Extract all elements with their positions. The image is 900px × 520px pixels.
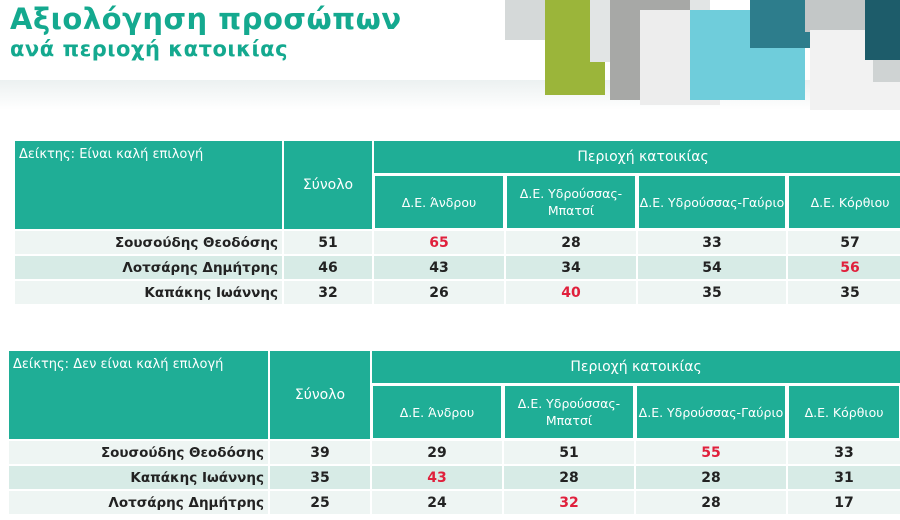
cell-value: 26 [374, 281, 504, 304]
page-title [10, 2, 402, 62]
cell-value: 17 [788, 491, 900, 514]
cell-value: 34 [506, 256, 636, 279]
total-value: 35 [270, 466, 370, 489]
person-name: Καπάκης Ιωάννης [9, 466, 268, 489]
cell-value: 54 [638, 256, 786, 279]
cell-value: 28 [504, 466, 634, 489]
table-row [15, 231, 900, 254]
cell-value: 43 [374, 256, 504, 279]
person-name: Λοτσάρης Δημήτρης [9, 491, 268, 514]
table-good-choice [13, 139, 900, 306]
cell-value: 55 [636, 441, 786, 464]
decor-square [865, 0, 900, 60]
total-value: 32 [284, 281, 372, 304]
total-value: 51 [284, 231, 372, 254]
table-not-good-choice [7, 349, 900, 516]
indicator-label: Δείκτης: Δεν είναι καλή επιλογή [9, 351, 268, 439]
cell-value: 43 [372, 466, 502, 489]
table-row [9, 466, 900, 489]
cell-value: 31 [788, 466, 900, 489]
title-line-2: ανά περιοχή κατοικίας [10, 37, 289, 61]
cell-value: 35 [638, 281, 786, 304]
table-row [9, 441, 900, 464]
cell-value: 33 [788, 441, 900, 464]
person-name: Σουσούδης Θεοδόσης [15, 231, 282, 254]
total-value: 46 [284, 256, 372, 279]
decor-square [873, 60, 900, 82]
cell-value: 29 [372, 441, 502, 464]
table-row [15, 256, 900, 279]
col-header: Δ.Ε. Κόρθιου [788, 385, 900, 439]
cell-value: 24 [372, 491, 502, 514]
col-header: Δ.Ε. Υδρούσσας-Γαύριο [636, 385, 786, 439]
table-row [9, 491, 900, 514]
indicator-label: Δείκτης: Είναι καλή επιλογή [15, 141, 282, 229]
col-header: Δ.Ε. Υδρούσσας-Μπατσί [504, 385, 634, 439]
person-name: Λοτσάρης Δημήτρης [15, 256, 282, 279]
cell-value: 57 [788, 231, 900, 254]
col-header: Δ.Ε. Κόρθιου [788, 175, 900, 229]
cell-value: 51 [504, 441, 634, 464]
cell-value: 35 [788, 281, 900, 304]
col-header: Δ.Ε. Υδρούσσας-Μπατσί [506, 175, 636, 229]
col-header: Δ.Ε. Άνδρου [372, 385, 502, 439]
cell-value: 40 [506, 281, 636, 304]
total-header: Σύνολο [284, 141, 372, 229]
total-header: Σύνολο [270, 351, 370, 439]
col-header: Δ.Ε. Άνδρου [374, 175, 504, 229]
cell-value: 33 [638, 231, 786, 254]
col-header: Δ.Ε. Υδρούσσας-Γαύριο [638, 175, 786, 229]
cell-value: 56 [788, 256, 900, 279]
cell-value: 32 [504, 491, 634, 514]
region-header: Περιοχή κατοικίας [374, 141, 900, 173]
cell-value: 28 [506, 231, 636, 254]
cell-value: 28 [636, 466, 786, 489]
region-header: Περιοχή κατοικίας [372, 351, 900, 383]
title-line-1: Αξιολόγηση προσώπων [10, 2, 402, 36]
table-row [15, 281, 900, 304]
total-value: 39 [270, 441, 370, 464]
cell-value: 65 [374, 231, 504, 254]
person-name: Σουσούδης Θεοδόσης [9, 441, 268, 464]
total-value: 25 [270, 491, 370, 514]
person-name: Καπάκης Ιωάννης [15, 281, 282, 304]
cell-value: 28 [636, 491, 786, 514]
